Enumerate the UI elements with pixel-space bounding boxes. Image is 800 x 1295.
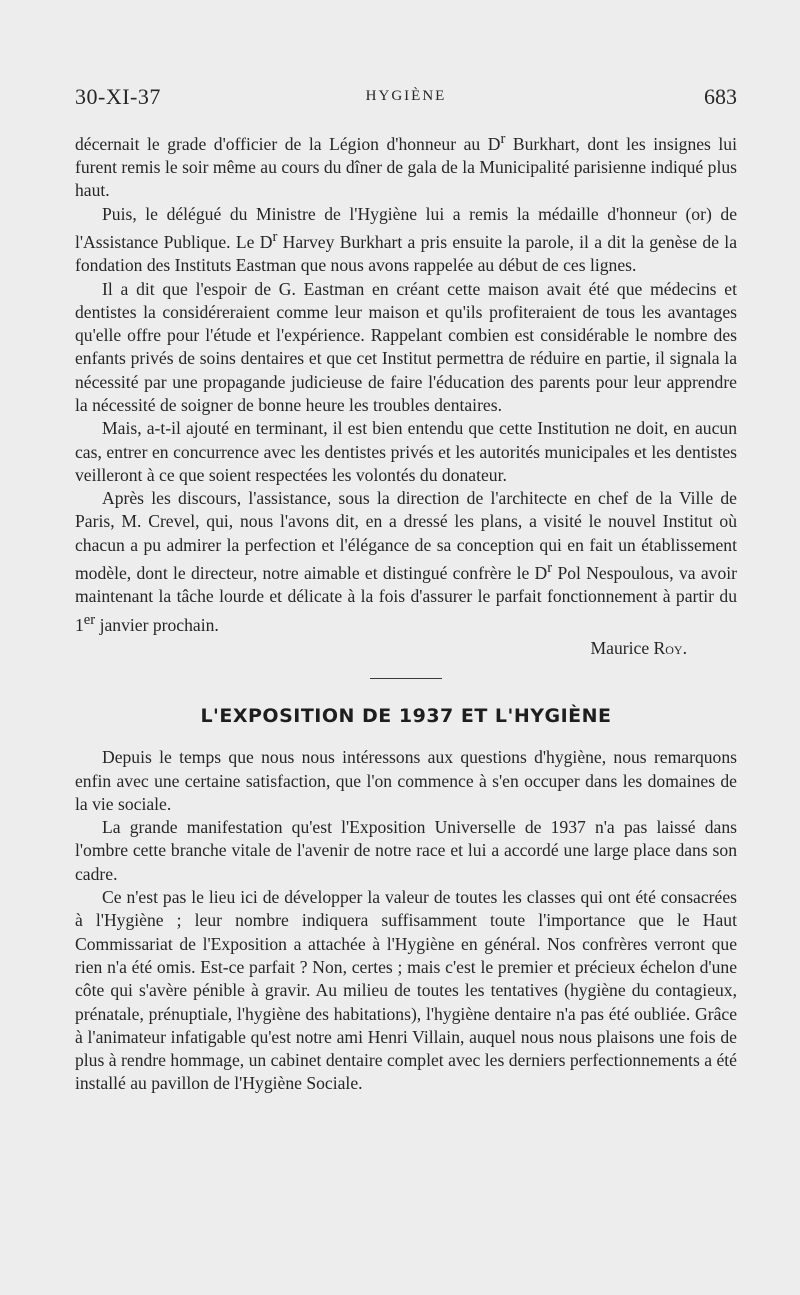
- signature-first-name: Maurice: [590, 637, 654, 658]
- article-2-paragraph-1: Depuis le temps que nous nous intéressons aux questions d'hygiène, nous remarquons enfin avec une certaine satisfaction, que l'on commence à s'en occuper dans les domaines de la vie sociale.: [75, 747, 737, 814]
- superscript: er: [83, 611, 96, 628]
- superscript: r: [547, 560, 553, 577]
- paragraph-5-text-c: janvier prochain.: [95, 614, 219, 635]
- paragraph-2: [75, 203, 737, 278]
- superscript: r: [500, 131, 506, 147]
- page-body: [75, 128, 737, 1096]
- signature-last-name: Roy.: [653, 637, 687, 658]
- paragraph-2-text-a: Puis, le délégué du Ministre de l'Hygiène lui a remis la médaille d'honneur (or) de l'Assistance Publique. Le D: [75, 203, 737, 252]
- paragraph-5-text-b: Pol Nespoulous, va avoir maintenant la tâche lourde et délicate à la fois d'assurer le parfait fonctionnement à partir du 1: [75, 562, 737, 635]
- article-title: L'EXPOSITION DE 1937 ET L'HYGIÈNE: [200, 704, 612, 727]
- page-number: 683: [704, 84, 737, 109]
- paragraph-1-text-b: Burkhart, dont les insignes lui furent remis le soir même au cours du dîner de gala de la Municipalité parisienne indiqué plus haut.: [75, 133, 737, 201]
- paragraph-1: [75, 128, 737, 203]
- article-2-paragraph-3: Ce n'est pas le lieu ici de développer la valeur de toutes les classes qui ont été consacrées à l'Hygiène ; leur nombre indiquera suffisamment toute l'importance que le Haut Commissariat de l'Exposition a attachée à l'Hygiène en général. Nos confrères verront que rien n'a été omis. Est-ce parfait ? Non, certes ; mais c'est le premier et précieux échelon d'une côte qui s'avère pénible à gravir. Au milieu de toutes les tentatives (hygiène du contagieux, prénatale, prénuptiale, l'hygiène des habitations), l'hygiène dentaire n'a pas été oubliée. Grâce à l'animateur infatigable qu'est notre ami Henri Villain, auquel nous nous plaisons une fois de plus à rendre hommage, un cabinet dentaire complet avec les derniers perfectionnements a été installé au pavillon de l'Hygiène Sociale.: [75, 887, 737, 1094]
- superscript: r: [272, 229, 278, 246]
- paragraph-1-text-a: décernait le grade d'officier de la Légion d'honneur au D: [75, 133, 501, 154]
- article-2-paragraph-2: La grande manifestation qu'est l'Exposition Universelle de 1937 n'a pas laissé dans l'ombre cette branche vitale de l'avenir de notre race et lui a accordé une large place dans son cadre.: [75, 817, 737, 884]
- running-head: [75, 84, 737, 114]
- paragraph-5: [75, 487, 737, 637]
- paragraph-2-text-b: Harvey Burkhart a pris ensuite la parole, il a dit la genèse de la fondation des Instituts Eastman que nous avons rappelée au début de ces lignes.: [75, 231, 737, 276]
- running-head-date: 30-XI-37: [75, 84, 161, 109]
- paragraph-5-text-a: Après les discours, l'assistance, sous la direction de l'architecte en chef de la Ville de Paris, M. Crevel, qui, nous l'avons dit, en a dressé les plans, a visité le nouvel Institut où chacun a pu admirer la perfection et l'élégance de sa conception qui en fait un établissement modèle, dont le directeur, notre aimable et distingué confrère le D: [75, 488, 737, 583]
- author-signature: [75, 637, 737, 660]
- paragraph-3: Il a dit que l'espoir de G. Eastman en créant cette maison avait été que médecins et dentistes la considéreraient comme leur maison et qu'ils profiteraient de tous les avantages qu'elle offre pour l'étude et l'expérience. Rappelant combien est considérable le nombre des enfants privés de soins dentaires et que cet Institut permettra de réduire en partie, il signala la nécessité par une propagande judicieuse de faire l'éducation des parents pour leur apprendre la nécessité de soigner de bonne heure les troubles dentaires.: [75, 278, 737, 415]
- running-head-title: HYGIÈNE: [365, 88, 447, 104]
- section-divider: [370, 678, 442, 679]
- paragraph-4: Mais, a-t-il ajouté en terminant, il est bien entendu que cette Institution ne doit, en aucun cas, entrer en concurrence avec les dentistes privés et les autorités municipales et les dentistes veilleront à ce que soient respectées les volontés du donateur.: [75, 418, 737, 485]
